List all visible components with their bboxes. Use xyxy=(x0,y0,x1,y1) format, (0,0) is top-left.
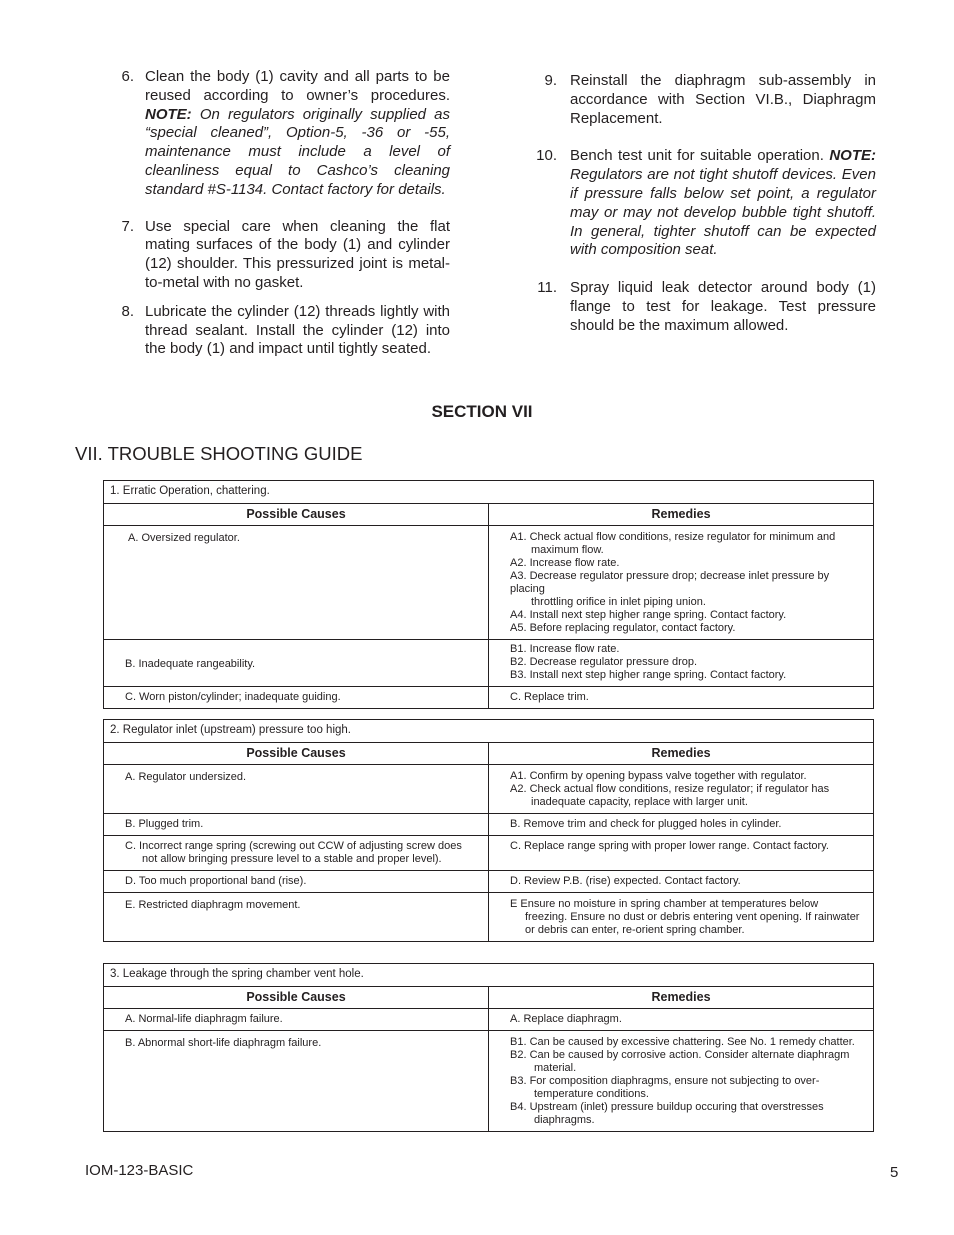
step-text: Clean the body (1) cavity and all parts to be reused according to owner’s procedures. NOTE: On regulators originally supplied as “special cleaned”, Option-5, -36 or -55, maintenance must include a level of cleanliness equal to Cashco’s cleaning standard #S-1134. Contact factory for details. xyxy=(145,68,450,198)
remedies-header: Remedies xyxy=(489,743,874,765)
step-number: 9. xyxy=(544,72,557,89)
problem-title: 3. Leakage through the spring chamber vent hole. xyxy=(104,964,874,987)
step-number: 7. xyxy=(121,217,134,235)
remedy-cell: E Ensure no moisture in spring chamber at temperatures below freezing. Ensure no dust or debris entering vent opening. If rainwater or debris can enter, re-orient spring chamber. xyxy=(489,893,874,942)
step-number: 6. xyxy=(121,68,134,85)
table-row xyxy=(104,526,874,640)
table-row xyxy=(104,836,874,871)
step-8 xyxy=(116,303,450,359)
remedy-cell: B1. Increase flow rate. B2. Decrease regulator pressure drop. B3. Install next step higher range spring. Contact factory. xyxy=(489,640,874,687)
remedy-cell: B. Remove trim and check for plugged holes in cylinder. xyxy=(489,814,874,836)
table-row xyxy=(104,687,874,709)
table-row xyxy=(104,814,874,836)
cause-cell: D. Too much proportional band (rise). xyxy=(104,871,489,893)
trouble-table-3 xyxy=(103,963,874,1132)
cause-cell: C. Worn piston/cylinder; inadequate guiding. xyxy=(104,687,489,709)
steps-left-column xyxy=(116,68,450,359)
causes-header: Possible Causes xyxy=(104,504,489,526)
guide-title: VII. TROUBLE SHOOTING GUIDE xyxy=(75,443,363,464)
document-id: IOM-123-BASIC xyxy=(85,1162,194,1179)
note-text: Regulators are not tight shutoff devices. Even if pressure falls below set point, a regulator may or may not develop bubble tight shutoff. In general, tighter shutoff can be expected with composition seat. xyxy=(570,166,876,259)
trouble-table-2 xyxy=(103,719,874,942)
remedies-header: Remedies xyxy=(489,504,874,526)
remedy-cell: B1. Can be caused by excessive chattering. See No. 1 remedy chatter. B2. Can be caused by corrosive action. Consider alternate diaphragm material. B3. For composition diaphragms, ensure not subjecting to over- temperature conditions. B4. Upstream (inlet) pressure buildup occuring that overstresses diaphragms. xyxy=(489,1031,874,1132)
table-row xyxy=(104,640,874,687)
section-heading: SECTION VII xyxy=(431,402,533,421)
table-row xyxy=(104,1031,874,1132)
cause-cell: C. Incorrect range spring (screwing out CCW of adjusting screw does not allow bringing pressure level to a stable and proper level). xyxy=(104,836,489,871)
remedy-cell: A. Replace diaphragm. xyxy=(489,1009,874,1031)
table-row xyxy=(104,1009,874,1031)
step-number: 11. xyxy=(537,279,557,297)
table-row xyxy=(104,765,874,814)
remedy-cell: C. Replace trim. xyxy=(489,687,874,709)
cause-cell: A. Normal-life diaphragm failure. xyxy=(104,1009,489,1031)
step-text: Reinstall the diaphragm sub-assembly in accordance with Section VI.B., Diaphragm Replacement. xyxy=(570,72,876,127)
remedies-header: Remedies xyxy=(489,987,874,1009)
cause-cell: A. Regulator undersized. xyxy=(104,765,489,814)
step-number: 8. xyxy=(121,302,134,320)
step-text: Lubricate the cylinder (12) threads lightly with thread sealant. Install the cylinder (12) into the body (1) and impact until tightly seated. xyxy=(145,302,450,358)
causes-header: Possible Causes xyxy=(104,987,489,1009)
cause-cell: A. Oversized regulator. xyxy=(104,526,489,640)
step-10 xyxy=(535,147,876,260)
causes-header: Possible Causes xyxy=(104,743,489,765)
remedy-cell: A1. Confirm by opening bypass valve together with regulator. A2. Check actual flow conditions, resize regulator; if regulator has inadequate capacity, replace with larger unit. xyxy=(489,765,874,814)
problem-title: 1. Erratic Operation, chattering. xyxy=(104,481,874,504)
note-text: On regulators originally supplied as “special cleaned”, Option-5, -36 or -55, maintenance must include a level of cleanliness equal to Cashco’s cleaning standard #S-1134. Contact factory for details. xyxy=(145,105,450,198)
table-row xyxy=(104,893,874,942)
trouble-table-1 xyxy=(103,480,874,709)
steps-right-column xyxy=(535,72,876,336)
problem-title: 2. Regulator inlet (upstream) pressure too high. xyxy=(104,720,874,743)
step-6 xyxy=(116,68,450,200)
step-11 xyxy=(535,279,876,335)
step-number: 10. xyxy=(536,147,557,165)
step-7 xyxy=(116,218,450,293)
cause-cell: B. Inadequate rangeability. xyxy=(104,640,489,687)
remedy-cell: C. Replace range spring with proper lower range. Contact factory. xyxy=(489,836,874,871)
step-text: Use special care when cleaning the flat mating surfaces of the body (1) and cylinder (12) shoulder. This pressurized joint is metal-to-metal with no gasket. xyxy=(145,217,450,291)
note-label: NOTE: xyxy=(829,147,876,165)
note-label: NOTE: xyxy=(145,105,192,123)
cause-cell: E. Restricted diaphragm movement. xyxy=(104,893,489,942)
step-text: Bench test unit for suitable operation. NOTE: Regulators are not tight shutoff devices. Even if pressure falls below set point, a regulator may or may not develop bubble tight shutoff. In general, tighter shutoff can be expected with composition seat. xyxy=(570,147,876,259)
remedy-cell: A1. Check actual flow conditions, resize regulator for minimum and maximum flow. A2. Increase flow rate. A3. Decrease regulator pressure drop; decrease inlet pressure by placing throttling orifice in inlet piping union. A4. Install next step higher range spring. Contact factory. A5. Before replacing regulator, contact factory. xyxy=(489,526,874,640)
page-number: 5 xyxy=(890,1164,899,1181)
step-text: Spray liquid leak detector around body (1) flange to test for leakage. Test pressure should be the maximum allowed. xyxy=(570,279,876,334)
table-row xyxy=(104,871,874,893)
cause-cell: B. Abnormal short-life diaphragm failure. xyxy=(104,1031,489,1132)
step-9 xyxy=(535,72,876,128)
cause-cell: B. Plugged trim. xyxy=(104,814,489,836)
remedy-cell: D. Review P.B. (rise) expected. Contact factory. xyxy=(489,871,874,893)
